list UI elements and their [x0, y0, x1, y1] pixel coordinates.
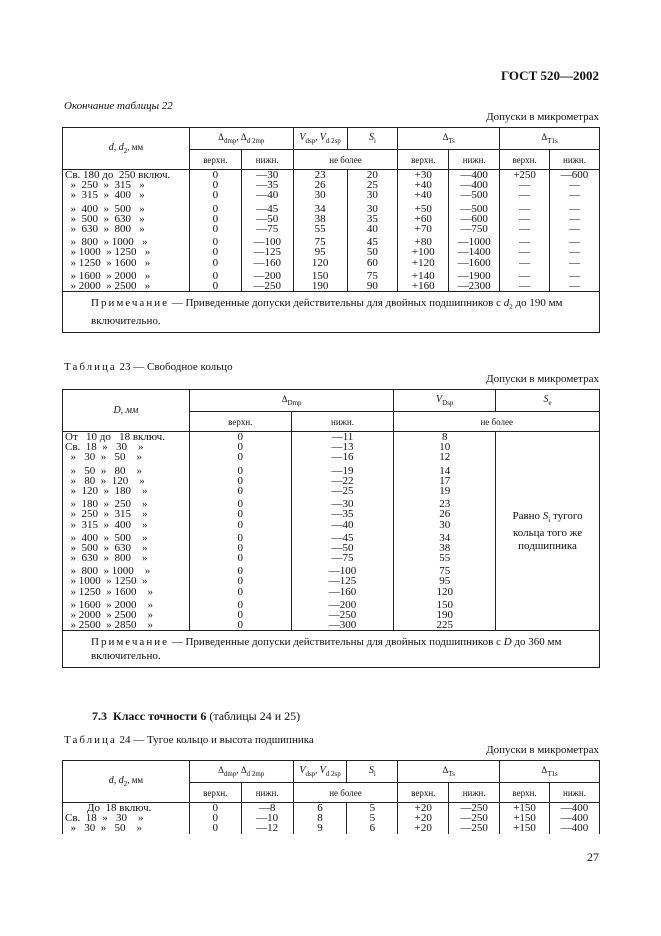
- t22-col-vdsp: [293, 170, 347, 292]
- table-cell: 0: [212, 269, 219, 282]
- section-heading: 7.3 Класс точности 6 (таблицы 24 и 25): [92, 709, 301, 723]
- table-cell: 95: [439, 575, 451, 588]
- table-cell: —1400: [457, 246, 491, 259]
- table-cell: —50: [331, 541, 354, 554]
- table-cell: » 180 » 250 »: [65, 498, 148, 511]
- table-cell: 17: [439, 474, 451, 487]
- t23-col-range: [63, 432, 190, 631]
- subheader-nizh: нижн.: [550, 150, 600, 170]
- table-cell: —2300: [457, 279, 491, 292]
- table-cell: —125: [253, 246, 281, 259]
- table24-caption: Таблица 24 — Тугое кольцо и высота подшипника: [64, 734, 314, 746]
- table-cell: —35: [256, 179, 279, 192]
- table-cell: —: [519, 269, 531, 282]
- table-cell: 0: [237, 585, 244, 598]
- table-cell: 0: [212, 222, 219, 235]
- table-cell: 19: [439, 484, 451, 497]
- table-cell: 55: [439, 552, 451, 565]
- subheader-nizh: нижн.: [241, 783, 293, 803]
- table-cell: 25: [366, 179, 378, 192]
- col-header-delta-dmp: $\Delta_{dmp}$, $\Delta_{d 2mp}$: [189, 761, 293, 783]
- table-cell: » 1250 » 1600 »: [65, 585, 153, 598]
- t24-col-vdsp: [293, 803, 347, 834]
- table-cell: 9: [317, 822, 323, 835]
- table-cell: 75: [314, 236, 326, 249]
- subheader-verh: верхн.: [500, 783, 550, 803]
- table-cell: —250: [460, 822, 488, 835]
- table-cell: » 120 » 180 »: [65, 484, 148, 497]
- table-cell: » 800 » 1000 »: [65, 565, 151, 578]
- table-cell: —45: [256, 202, 279, 215]
- table-cell: +140: [411, 269, 435, 282]
- table-cell: 23: [439, 498, 451, 511]
- t24-col-ts-low: [449, 803, 500, 834]
- col-header-si: $S_i$: [347, 761, 398, 783]
- table23-note: Примечание — Приведенные допуски действительны для двойных подшипников с D до 360 мм включительно.: [63, 631, 600, 668]
- t22-col-ts-low: [449, 170, 500, 292]
- table-cell: +20: [414, 822, 432, 835]
- table-cell: —25: [331, 484, 354, 497]
- table-cell: —: [519, 202, 531, 215]
- table-cell: 0: [237, 508, 244, 521]
- table-cell: » 630 » 800 »: [65, 552, 148, 565]
- col-header-v-Dsp: $V_{Dsp}$: [394, 390, 496, 412]
- table-cell: —75: [256, 222, 279, 235]
- col-header-delta-t1s: $\Delta_{T1s}$: [500, 761, 600, 783]
- table-cell: —500: [460, 202, 488, 215]
- table-cell: —250: [460, 812, 488, 825]
- table-cell: 0: [212, 212, 219, 225]
- table23: [62, 389, 600, 668]
- table-cell: 0: [212, 246, 219, 259]
- table-cell: 26: [314, 179, 326, 192]
- col-header-se: $S_e$: [496, 390, 600, 412]
- table-cell: —12: [256, 822, 279, 835]
- table-cell: +160: [411, 279, 435, 292]
- table-cell: 120: [311, 256, 329, 269]
- table-cell: 0: [212, 802, 219, 814]
- table-cell: +40: [414, 189, 432, 202]
- table-cell: 10: [439, 441, 451, 454]
- table-cell: 0: [237, 609, 244, 621]
- table-cell: +40: [414, 179, 432, 192]
- col-header-si: $S_i$: [347, 128, 398, 150]
- table-cell: 35: [366, 212, 378, 225]
- table-cell: » 400 » 500 »: [65, 531, 148, 544]
- standard-number: ГОСТ 520—2002: [500, 68, 599, 83]
- table-cell: —: [519, 279, 531, 292]
- table-cell: » 400 » 500 »: [65, 202, 145, 215]
- table-cell: 190: [311, 279, 329, 292]
- table-cell: —160: [328, 585, 357, 598]
- table-cell: 50: [366, 246, 378, 259]
- table-cell: 0: [237, 598, 244, 611]
- subheader-verh: верхн.: [500, 150, 550, 170]
- col-header-d: d, $d_2$, мм: [63, 128, 190, 170]
- table-cell: —19: [331, 464, 354, 477]
- table-cell: Св. 18 » 30 »: [65, 441, 144, 454]
- table-cell: —: [569, 212, 581, 225]
- table-cell: 0: [237, 451, 244, 464]
- table-cell: 8: [317, 812, 323, 825]
- table-cell: 95: [314, 246, 326, 259]
- table-cell: —1600: [457, 256, 491, 269]
- table-cell: » 250 » 315 »: [65, 179, 145, 192]
- table-cell: —11: [331, 431, 354, 443]
- subheader-ne-bolee: не более: [293, 783, 398, 803]
- table-cell: 0: [212, 169, 219, 181]
- table-cell: 120: [436, 585, 453, 598]
- t23-col-up: [189, 432, 291, 631]
- table-cell: —40: [331, 518, 354, 531]
- table-cell: 0: [237, 565, 244, 578]
- col-header-v-dsp: $V_{dsp}$, $V_{d 2sp}$: [293, 761, 347, 783]
- table-cell: —: [569, 269, 581, 282]
- table-cell: +250: [513, 169, 536, 181]
- t22-col-si: [347, 170, 398, 292]
- table-cell: 0: [237, 484, 244, 497]
- table-cell: 14: [439, 464, 451, 477]
- table23-units: Допуски в микрометрах: [486, 373, 599, 385]
- col-header-D: D, мм: [63, 390, 190, 432]
- table-cell: 0: [237, 575, 244, 588]
- table-cell: —50: [256, 212, 279, 225]
- table-cell: Св. 18 » 30 »: [65, 812, 144, 825]
- table-cell: —1000: [457, 236, 491, 249]
- table-cell: —40: [256, 189, 279, 202]
- table-cell: —: [519, 212, 531, 225]
- table-cell: +150: [513, 802, 536, 814]
- table-cell: » 315 » 400 »: [65, 189, 145, 202]
- subheader-verh: верхн.: [189, 783, 241, 803]
- table-cell: —: [519, 222, 531, 235]
- table-cell: —75: [331, 552, 354, 565]
- t22-col-t1s-low: [550, 170, 600, 292]
- table-cell: 75: [439, 565, 451, 578]
- t23-se-text: Равно $S_i$ тугого кольца того же подшипника: [496, 432, 600, 631]
- table-cell: 0: [237, 552, 244, 565]
- table-cell: +60: [414, 212, 432, 225]
- table-cell: —: [569, 246, 581, 259]
- table-cell: —400: [560, 802, 589, 814]
- table-cell: —250: [328, 609, 357, 621]
- table-cell: 0: [212, 236, 219, 249]
- table-cell: 0: [237, 431, 244, 443]
- table-cell: 55: [314, 222, 326, 235]
- table-cell: —600: [460, 212, 488, 225]
- t23-col-low: [291, 432, 394, 631]
- table-cell: —400: [460, 179, 488, 192]
- table23-caption: Таблица 23 — Свободное кольцо: [64, 361, 233, 373]
- col-header-delta-Dmp: $\Delta_{Dmp}$: [189, 390, 393, 412]
- table-cell: » 250 » 315 »: [65, 508, 148, 521]
- table-cell: 150: [436, 598, 453, 611]
- table-cell: 225: [436, 619, 453, 632]
- t24-col-ts-up: [398, 803, 449, 834]
- table-cell: Св. 180 до 250 включ.: [65, 169, 171, 181]
- t24-col-t1s-low: [550, 803, 600, 834]
- col-header-delta-t1s: $\Delta_{T1s}$: [500, 128, 600, 150]
- t22-col-ts-up: [398, 170, 449, 292]
- table-cell: +20: [414, 812, 432, 825]
- table-cell: 26: [439, 508, 451, 521]
- col-header-v-dsp: $V_{dsp}$, $V_{d 2sp}$: [293, 128, 347, 150]
- table-cell: —22: [331, 474, 354, 487]
- table-cell: 0: [212, 279, 219, 292]
- subheader-nizh: нижн.: [550, 783, 600, 803]
- table-cell: 5: [369, 812, 376, 825]
- table-cell: 45: [366, 236, 378, 249]
- subheader-nizh: нижн.: [449, 783, 500, 803]
- table-cell: 34: [439, 531, 451, 544]
- table-cell: » 1000 » 1250 »: [65, 575, 148, 588]
- col-header-d: d, $d_2$, мм: [63, 761, 190, 803]
- table-cell: +30: [414, 169, 432, 181]
- table-cell: » 800 » 1000 »: [65, 236, 148, 249]
- table-cell: 30: [314, 189, 326, 202]
- table-cell: —35: [331, 508, 354, 521]
- table-cell: » 500 » 630 »: [65, 541, 148, 554]
- t22-col-dmp-up: [189, 170, 241, 292]
- table-cell: —16: [331, 451, 354, 464]
- table-cell: —: [569, 222, 581, 235]
- table-cell: 5: [369, 802, 376, 814]
- table-cell: —: [569, 202, 581, 215]
- table-cell: —1900: [457, 269, 491, 282]
- table-cell: » 1000 » 1250 »: [65, 246, 151, 259]
- col-header-delta-dmp: $\Delta_{dmp}$, $\Delta_{d 2mp}$: [189, 128, 293, 150]
- table-cell: —400: [560, 822, 589, 835]
- table-cell: —30: [256, 169, 279, 181]
- table22-note: Примечание — Приведенные допуски действительны для двойных подшипников с $d_2$ до 190 мм включительно.: [63, 292, 600, 333]
- table-cell: 8: [442, 431, 448, 443]
- t24-col-range: [63, 803, 190, 834]
- table-cell: —30: [331, 498, 354, 511]
- table-cell: 190: [436, 609, 453, 621]
- table-cell: 60: [366, 256, 378, 269]
- subheader-nizh: нижн.: [449, 150, 500, 170]
- t22-col-dmp-low: [241, 170, 293, 292]
- table-cell: 12: [439, 451, 451, 464]
- table-cell: 0: [237, 541, 244, 554]
- table-cell: 90: [366, 279, 378, 292]
- table24: [62, 760, 600, 834]
- table-cell: 0: [212, 189, 219, 202]
- table22-caption: Окончание таблицы 22: [64, 100, 173, 112]
- table-cell: 40: [366, 222, 378, 235]
- table-cell: 0: [212, 812, 219, 825]
- table-cell: 0: [237, 464, 244, 477]
- table-cell: —500: [460, 189, 488, 202]
- table-cell: —: [569, 189, 581, 202]
- table-cell: 0: [237, 518, 244, 531]
- table-cell: » 80 » 120 »: [65, 474, 145, 487]
- table-cell: 150: [311, 269, 329, 282]
- table-cell: 0: [237, 474, 244, 487]
- subheader-nizh: нижн.: [291, 412, 394, 432]
- table-cell: » 30 » 50 »: [65, 451, 142, 464]
- table-cell: 0: [212, 822, 219, 835]
- t22-col-range: [63, 170, 190, 292]
- table-cell: —200: [328, 598, 357, 611]
- table-cell: 38: [314, 212, 326, 225]
- table-cell: +20: [414, 802, 432, 814]
- table-cell: —: [519, 189, 531, 202]
- subheader-verh: верхн.: [398, 150, 449, 170]
- table-cell: 0: [237, 619, 244, 632]
- t24-col-dmp-up: [189, 803, 241, 834]
- table-cell: —10: [256, 812, 279, 825]
- table-cell: 34: [314, 202, 326, 215]
- table-cell: 0: [237, 441, 244, 454]
- table-cell: 20: [366, 169, 378, 181]
- table-cell: 30: [439, 518, 451, 531]
- col-header-delta-ts: $\Delta_{Ts}$: [398, 761, 500, 783]
- table-cell: —300: [328, 619, 357, 632]
- table-cell: 0: [237, 531, 244, 544]
- table-cell: —8: [258, 802, 276, 814]
- table-cell: —750: [460, 222, 488, 235]
- table-cell: » 2000 » 2500 »: [65, 279, 151, 292]
- table-cell: —250: [460, 802, 488, 814]
- table-cell: —200: [253, 269, 281, 282]
- table-cell: —: [519, 236, 531, 249]
- subheader-verh: верхн.: [189, 150, 241, 170]
- table-cell: —: [569, 179, 581, 192]
- t24-col-si: [347, 803, 398, 834]
- table-cell: —100: [328, 565, 357, 578]
- table-cell: » 50 » 80 »: [65, 464, 142, 477]
- table-cell: —45: [331, 531, 354, 544]
- table-cell: 6: [317, 802, 323, 814]
- table-cell: » 500 » 630 »: [65, 212, 145, 225]
- table-cell: 0: [212, 256, 219, 269]
- table-cell: +80: [414, 236, 432, 249]
- table-cell: 30: [366, 202, 378, 215]
- page-number: 27: [587, 850, 599, 864]
- table-cell: 23: [314, 169, 326, 181]
- table-cell: » 1250 » 1600 »: [65, 256, 151, 269]
- table-cell: » 315 » 400 »: [65, 518, 148, 531]
- table-cell: +150: [513, 812, 536, 825]
- subheader-ne-bolee: не более: [293, 150, 398, 170]
- t24-col-dmp-low: [241, 803, 293, 834]
- table-cell: 0: [212, 202, 219, 215]
- table-cell: —: [569, 256, 581, 269]
- table-cell: —160: [253, 256, 281, 269]
- table-cell: —: [519, 179, 531, 192]
- table-cell: —: [569, 236, 581, 249]
- table-cell: —400: [460, 169, 488, 181]
- table-cell: » 30 » 50 »: [65, 822, 142, 835]
- col-header-delta-ts: $\Delta_{Ts}$: [398, 128, 500, 150]
- table-cell: 30: [366, 189, 378, 202]
- table-cell: —100: [253, 236, 281, 249]
- table-cell: —600: [560, 169, 589, 181]
- table-cell: 6: [369, 822, 376, 835]
- table-cell: +120: [411, 256, 435, 269]
- table-cell: » 630 » 800 »: [65, 222, 145, 235]
- table-cell: —: [519, 256, 531, 269]
- t22-col-t1s-up: [500, 170, 550, 292]
- table-cell: 0: [212, 179, 219, 192]
- table-cell: —125: [328, 575, 357, 588]
- table-cell: 38: [439, 541, 451, 554]
- table-cell: » 2000 » 2500 »: [65, 609, 153, 621]
- table-cell: » 1600 » 2000 »: [65, 598, 153, 611]
- table-cell: —: [519, 246, 531, 259]
- table22: [62, 127, 600, 333]
- table-cell: —400: [560, 812, 589, 825]
- table-cell: 75: [366, 269, 378, 282]
- table-cell: +70: [414, 222, 432, 235]
- table-cell: До 18 включ.: [65, 802, 152, 814]
- table-cell: +100: [411, 246, 435, 259]
- table24-units: Допуски в микрометрах: [486, 744, 599, 756]
- table-cell: —13: [331, 441, 354, 454]
- table-cell: —250: [253, 279, 281, 292]
- table-cell: —: [569, 279, 581, 292]
- t24-col-t1s-up: [500, 803, 550, 834]
- table-cell: +50: [414, 202, 432, 215]
- table-cell: 0: [237, 498, 244, 511]
- table-cell: +150: [513, 822, 536, 835]
- table22-units: Допуски в микрометрах: [486, 111, 599, 123]
- subheader-nizh: нижн.: [241, 150, 293, 170]
- subheader-ne-bolee: не более: [394, 412, 600, 432]
- table-cell: » 1600 » 2000 »: [65, 269, 151, 282]
- table-cell: » 2500 » 2850 »: [65, 619, 153, 632]
- t23-col-vdsp: [394, 432, 496, 631]
- subheader-verh: верхн.: [189, 412, 291, 432]
- subheader-verh: верхн.: [398, 783, 449, 803]
- table-cell: От 10 до 18 включ.: [65, 431, 165, 443]
